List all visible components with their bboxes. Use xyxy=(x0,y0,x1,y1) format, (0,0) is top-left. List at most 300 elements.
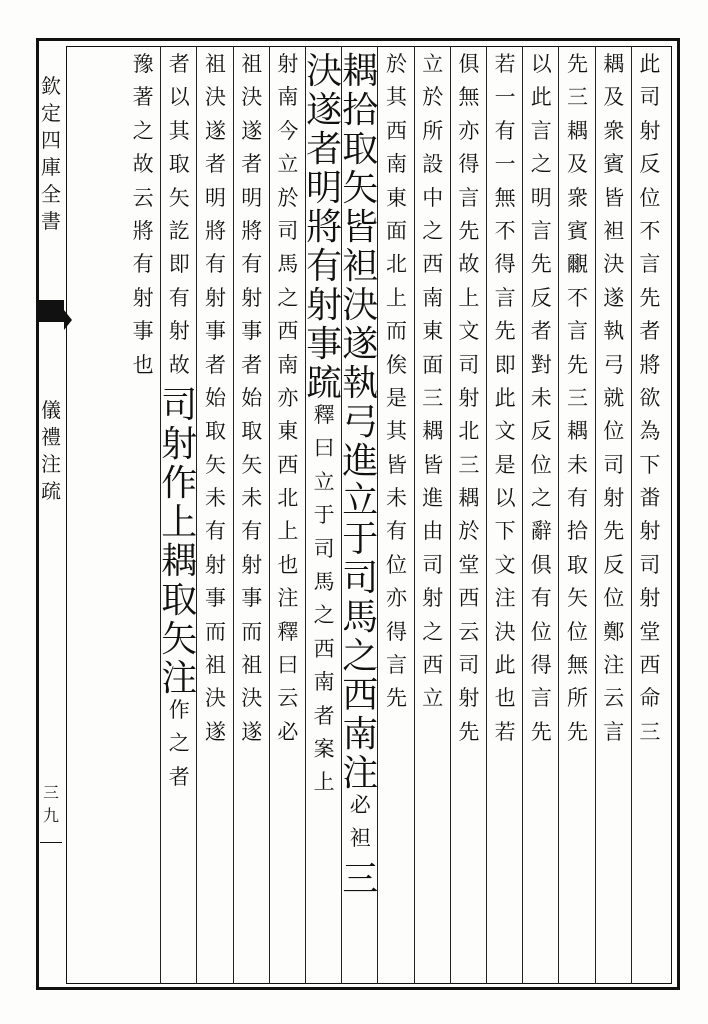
commentary-character: 位 xyxy=(639,185,661,210)
margin-character: 四 xyxy=(41,128,61,152)
commentary-character: 一 xyxy=(494,85,516,110)
commentary-character: 堂 xyxy=(639,619,661,644)
commentary-character: 司 xyxy=(277,218,299,243)
commentary-character: 畨 xyxy=(639,486,661,511)
margin-character: 儀 xyxy=(41,398,61,422)
commentary-character: 有 xyxy=(241,519,263,544)
commentary-character: 將 xyxy=(241,218,263,243)
text-column-7 xyxy=(415,54,451,722)
commentary-character: 上 xyxy=(313,770,335,795)
commentary-character: 者 xyxy=(204,352,226,377)
commentary-character: 南 xyxy=(422,285,444,310)
commentary-character: 取 xyxy=(241,419,263,444)
main-text-character: 南 xyxy=(342,714,379,755)
commentary-character: 執 xyxy=(603,319,625,344)
commentary-character: 之 xyxy=(168,731,190,756)
commentary-character: 皆 xyxy=(422,452,444,477)
commentary-character: 東 xyxy=(422,319,444,344)
commentary-character: 言 xyxy=(458,185,480,210)
commentary-character: 事 xyxy=(241,319,263,344)
main-text-character: 取 xyxy=(161,579,198,621)
commentary-character: 者 xyxy=(313,703,335,728)
commentary-character: 西 xyxy=(385,118,407,143)
commentary-character: 射 xyxy=(168,319,190,344)
commentary-character: 文 xyxy=(494,552,516,577)
main-text-character: 之 xyxy=(342,636,379,677)
commentary-character: 矢 xyxy=(241,452,263,477)
commentary-character: 反 xyxy=(530,285,552,310)
main-text-character: 弓 xyxy=(342,402,379,443)
commentary-character: 西 xyxy=(639,653,661,678)
commentary-character: 反 xyxy=(603,552,625,577)
main-text-character: 決 xyxy=(342,285,379,326)
commentary-character: 將 xyxy=(204,218,226,243)
commentary-character: 袒 xyxy=(349,826,371,851)
commentary-character: 立 xyxy=(313,469,335,494)
commentary-character: 耦 xyxy=(566,118,588,143)
main-text-character: 于 xyxy=(342,519,379,560)
commentary-character: 有 xyxy=(566,486,588,511)
commentary-character: 云 xyxy=(277,686,299,711)
commentary-character: 之 xyxy=(530,152,552,177)
commentary-character: 此 xyxy=(494,653,516,678)
commentary-character: 弓 xyxy=(603,352,625,377)
commentary-character: 有 xyxy=(168,285,190,310)
commentary-character: 曰 xyxy=(277,653,299,678)
commentary-character: 而 xyxy=(204,619,226,644)
commentary-character: 俟 xyxy=(385,352,407,377)
commentary-character: 及 xyxy=(566,152,588,177)
commentary-character: 有 xyxy=(132,252,154,277)
commentary-character: 南 xyxy=(313,670,335,695)
commentary-character: 即 xyxy=(494,352,516,377)
commentary-character: 北 xyxy=(277,486,299,511)
main-text-character: 將 xyxy=(306,207,343,248)
commentary-character: 及 xyxy=(603,85,625,110)
book-title xyxy=(38,76,64,238)
commentary-character: 有 xyxy=(204,519,226,544)
commentary-character: 亦 xyxy=(385,586,407,611)
commentary-character: 有 xyxy=(204,252,226,277)
commentary-character: 進 xyxy=(422,486,444,511)
commentary-character: 著 xyxy=(132,85,154,110)
commentary-character: 由 xyxy=(422,519,444,544)
commentary-character: 司 xyxy=(313,536,335,561)
commentary-character: 若 xyxy=(494,52,516,76)
commentary-character: 始 xyxy=(204,385,226,410)
commentary-character: 無 xyxy=(458,85,480,110)
text-column-6 xyxy=(451,54,487,755)
commentary-character: 即 xyxy=(168,252,190,277)
main-text-character: 執 xyxy=(342,363,379,404)
commentary-character: 其 xyxy=(168,118,190,143)
commentary-character: 三 xyxy=(422,385,444,410)
text-column-13 xyxy=(197,54,233,755)
commentary-character: 一 xyxy=(494,152,516,177)
commentary-character: 也 xyxy=(277,552,299,577)
commentary-character: 此 xyxy=(530,85,552,110)
commentary-character: 先 xyxy=(639,285,661,310)
commentary-character: 西 xyxy=(313,636,335,661)
main-text-character: 皆 xyxy=(342,207,379,248)
margin-character: 書 xyxy=(41,209,61,233)
commentary-character: 西 xyxy=(277,319,299,344)
commentary-character: 三 xyxy=(566,385,588,410)
page-number: 三九 xyxy=(42,783,59,825)
commentary-character: 耦 xyxy=(422,419,444,444)
commentary-character: 矢 xyxy=(204,452,226,477)
commentary-character: 射 xyxy=(458,385,480,410)
main-text-character: 耦 xyxy=(342,51,379,92)
commentary-character: 有 xyxy=(385,519,407,544)
commentary-character: 射 xyxy=(422,586,444,611)
commentary-character: 射 xyxy=(277,52,299,76)
commentary-character: 南 xyxy=(277,85,299,110)
commentary-character: 事 xyxy=(204,319,226,344)
commentary-character: 得 xyxy=(458,152,480,177)
commentary-character: 案 xyxy=(313,736,335,761)
commentary-character: 賓 xyxy=(566,218,588,243)
commentary-character: 先 xyxy=(385,686,407,711)
commentary-character: 以 xyxy=(494,486,516,511)
commentary-character: 三 xyxy=(566,85,588,110)
commentary-character: 為 xyxy=(639,419,661,444)
main-text-character: 矢 xyxy=(342,168,379,209)
commentary-character: 于 xyxy=(313,503,335,528)
commentary-character: 南 xyxy=(385,152,407,177)
commentary-character: 是 xyxy=(385,385,407,410)
commentary-character: 者 xyxy=(639,319,661,344)
commentary-character: 司 xyxy=(422,552,444,577)
commentary-character: 之 xyxy=(132,118,154,143)
commentary-character: 者 xyxy=(168,52,190,76)
text-column-14 xyxy=(161,54,197,800)
commentary-character: 先 xyxy=(566,52,588,76)
commentary-character: 未 xyxy=(204,486,226,511)
main-text-character: 袒 xyxy=(342,246,379,287)
main-text-character: 䟽 xyxy=(306,363,343,404)
page-number-rule xyxy=(40,842,62,843)
commentary-character: 位 xyxy=(603,586,625,611)
commentary-character: 遂 xyxy=(603,285,625,310)
commentary-character: 射 xyxy=(204,285,226,310)
commentary-character: 決 xyxy=(241,85,263,110)
commentary-character: 言 xyxy=(385,653,407,678)
commentary-character: 立 xyxy=(422,686,444,711)
commentary-character: 射 xyxy=(639,519,661,544)
commentary-character: 者 xyxy=(241,152,263,177)
commentary-character: 明 xyxy=(241,185,263,210)
main-text-character: 明 xyxy=(306,168,343,209)
commentary-character: 先 xyxy=(603,519,625,544)
text-column-4 xyxy=(523,54,559,755)
commentary-character: 先 xyxy=(494,319,516,344)
commentary-character: 有 xyxy=(530,586,552,611)
margin-character: 定 xyxy=(41,101,61,125)
commentary-character: 若 xyxy=(494,719,516,744)
commentary-character: 先 xyxy=(530,252,552,277)
commentary-character: 賓 xyxy=(603,152,625,177)
commentary-character: 上 xyxy=(458,285,480,310)
commentary-character: 注 xyxy=(277,586,299,611)
commentary-character: 云 xyxy=(603,686,625,711)
commentary-character: 明 xyxy=(204,185,226,210)
commentary-character: 今 xyxy=(277,118,299,143)
main-text-character: 射 xyxy=(306,285,343,326)
commentary-character: 立 xyxy=(422,52,444,76)
commentary-character: 注 xyxy=(603,653,625,678)
commentary-character: 言 xyxy=(530,118,552,143)
commentary-character: 未 xyxy=(566,452,588,477)
commentary-character: 其 xyxy=(385,85,407,110)
text-column-9 xyxy=(342,51,379,901)
commentary-character: 馬 xyxy=(313,569,335,594)
commentary-character: 故 xyxy=(132,152,154,177)
commentary-character: 有 xyxy=(494,118,516,143)
commentary-character: 文 xyxy=(458,319,480,344)
commentary-character: 釋 xyxy=(313,403,335,427)
commentary-character: 遂 xyxy=(204,719,226,744)
commentary-character: 耦 xyxy=(458,486,480,511)
commentary-character: 者 xyxy=(530,319,552,344)
text-column-5 xyxy=(487,54,523,755)
main-text-character: 遂 xyxy=(306,90,343,131)
main-text-character: 有 xyxy=(306,246,343,287)
commentary-character: 立 xyxy=(277,152,299,177)
text-column-2 xyxy=(596,54,632,755)
commentary-character: 其 xyxy=(385,419,407,444)
main-text-character: 司 xyxy=(161,384,198,426)
commentary-character: 反 xyxy=(530,419,552,444)
commentary-character: 者 xyxy=(168,764,190,789)
main-text-character: 射 xyxy=(161,423,198,465)
commentary-character: 司 xyxy=(458,653,480,678)
commentary-character: 先 xyxy=(566,352,588,377)
commentary-character: 欲 xyxy=(639,385,661,410)
margin-character: 欽 xyxy=(41,74,61,98)
commentary-character: 衆 xyxy=(566,185,588,210)
commentary-character: 射 xyxy=(132,285,154,310)
commentary-character: 射 xyxy=(639,118,661,143)
commentary-character: 之 xyxy=(277,285,299,310)
main-text-character: 立 xyxy=(342,480,379,521)
commentary-character: 三 xyxy=(458,452,480,477)
commentary-character: 射 xyxy=(639,586,661,611)
commentary-character: 祖 xyxy=(241,653,263,678)
commentary-character: 位 xyxy=(566,619,588,644)
commentary-character: 亦 xyxy=(277,385,299,410)
commentary-character: 俱 xyxy=(458,52,480,76)
commentary-character: 將 xyxy=(639,352,661,377)
commentary-character: 事 xyxy=(241,586,263,611)
main-text-character: 拾 xyxy=(342,90,379,131)
commentary-character: 射 xyxy=(241,285,263,310)
commentary-character: 先 xyxy=(458,719,480,744)
commentary-character: 言 xyxy=(530,686,552,711)
commentary-character: 辭 xyxy=(530,519,552,544)
commentary-character: 文 xyxy=(494,419,516,444)
commentary-character: 鄭 xyxy=(603,619,625,644)
commentary-character: 之 xyxy=(530,486,552,511)
main-text-character: 司 xyxy=(342,558,379,599)
main-text-character: 進 xyxy=(342,441,379,482)
commentary-character: 得 xyxy=(494,252,516,277)
commentary-character: 所 xyxy=(422,118,444,143)
commentary-character: 言 xyxy=(530,218,552,243)
commentary-character: 祖 xyxy=(204,653,226,678)
commentary-character: 皆 xyxy=(385,452,407,477)
commentary-character: 射 xyxy=(603,486,625,511)
commentary-character: 覼 xyxy=(566,252,588,277)
text-column-15 xyxy=(125,54,161,388)
commentary-character: 北 xyxy=(458,419,480,444)
main-text-character: 者 xyxy=(306,129,343,170)
commentary-character: 亦 xyxy=(458,118,480,143)
commentary-character: 取 xyxy=(204,419,226,444)
commentary-character: 未 xyxy=(530,385,552,410)
commentary-character: 無 xyxy=(494,185,516,210)
margin-character: 全 xyxy=(41,182,61,206)
commentary-character: 也 xyxy=(132,352,154,377)
commentary-character: 對 xyxy=(530,352,552,377)
main-text-character: 取 xyxy=(342,129,379,170)
commentary-character: 始 xyxy=(241,385,263,410)
commentary-character: 遂 xyxy=(241,719,263,744)
text-column-10 xyxy=(306,51,343,806)
commentary-character: 明 xyxy=(530,185,552,210)
commentary-character: 決 xyxy=(603,252,625,277)
commentary-character: 射 xyxy=(204,552,226,577)
commentary-character: 反 xyxy=(639,152,661,177)
text-column-3 xyxy=(559,54,595,755)
commentary-character: 南 xyxy=(277,352,299,377)
commentary-character: 是 xyxy=(494,452,516,477)
commentary-character: 遂 xyxy=(204,118,226,143)
text-column-12 xyxy=(234,54,270,755)
commentary-character: 不 xyxy=(566,285,588,310)
commentary-character: 將 xyxy=(132,218,154,243)
commentary-character: 之 xyxy=(422,218,444,243)
commentary-character: 於 xyxy=(422,85,444,110)
commentary-character: 未 xyxy=(241,486,263,511)
margin-character: 注 xyxy=(41,452,61,476)
commentary-character: 者 xyxy=(241,352,263,377)
commentary-character: 云 xyxy=(132,185,154,210)
main-text-character: 上 xyxy=(161,501,198,543)
commentary-character: 西 xyxy=(277,452,299,477)
commentary-character: 於 xyxy=(458,519,480,544)
section-title xyxy=(38,400,64,508)
commentary-character: 無 xyxy=(566,653,588,678)
commentary-character: 此 xyxy=(639,52,661,76)
commentary-character: 設 xyxy=(422,152,444,177)
commentary-character: 於 xyxy=(277,185,299,210)
commentary-character: 取 xyxy=(566,552,588,577)
main-text-character: 事 xyxy=(306,324,343,365)
main-text-character: 三 xyxy=(342,858,379,900)
commentary-character: 注 xyxy=(494,586,516,611)
commentary-character: 下 xyxy=(639,452,661,477)
commentary-character: 訖 xyxy=(168,218,190,243)
commentary-character: 決 xyxy=(204,686,226,711)
main-text-character: 矢 xyxy=(161,618,198,660)
commentary-character: 決 xyxy=(494,619,516,644)
main-text-character: 決 xyxy=(306,51,343,92)
commentary-character: 此 xyxy=(494,385,516,410)
commentary-character: 俱 xyxy=(530,552,552,577)
commentary-character: 拾 xyxy=(566,519,588,544)
commentary-character: 故 xyxy=(168,352,190,377)
commentary-character: 堂 xyxy=(458,552,480,577)
commentary-character: 作 xyxy=(168,697,190,722)
commentary-character: 三 xyxy=(639,719,661,744)
commentary-character: 事 xyxy=(132,319,154,344)
commentary-character: 必 xyxy=(349,793,371,817)
commentary-character: 馬 xyxy=(277,252,299,277)
commentary-character: 豫 xyxy=(132,52,154,76)
commentary-character: 祖 xyxy=(241,52,263,76)
main-text-character: 馬 xyxy=(342,597,379,638)
main-text-character: 注 xyxy=(342,753,379,794)
commentary-character: 北 xyxy=(385,252,407,277)
commentary-character: 決 xyxy=(204,85,226,110)
commentary-character: 者 xyxy=(204,152,226,177)
commentary-character: 中 xyxy=(422,185,444,210)
text-column-11 xyxy=(270,54,306,755)
commentary-character: 言 xyxy=(494,285,516,310)
commentary-character: 以 xyxy=(168,85,190,110)
commentary-character: 就 xyxy=(603,385,625,410)
text-column-8 xyxy=(378,54,414,722)
commentary-character: 命 xyxy=(639,686,661,711)
commentary-character: 以 xyxy=(530,52,552,76)
commentary-character: 皆 xyxy=(603,185,625,210)
commentary-character: 耦 xyxy=(603,52,625,76)
commentary-character: 曰 xyxy=(313,436,335,461)
commentary-character: 言 xyxy=(566,319,588,344)
commentary-character: 不 xyxy=(639,218,661,243)
commentary-character: 故 xyxy=(458,252,480,277)
commentary-character: 射 xyxy=(241,552,263,577)
commentary-character: 祖 xyxy=(204,52,226,76)
commentary-character: 東 xyxy=(277,419,299,444)
commentary-character: 先 xyxy=(458,218,480,243)
commentary-character: 有 xyxy=(241,252,263,277)
margin-character: 庫 xyxy=(41,155,61,179)
commentary-character: 也 xyxy=(494,686,516,711)
commentary-character: 位 xyxy=(603,419,625,444)
main-text-character: 耦 xyxy=(161,540,198,582)
commentary-character: 司 xyxy=(639,552,661,577)
commentary-character: 而 xyxy=(241,619,263,644)
commentary-character: 司 xyxy=(603,452,625,477)
text-column-1 xyxy=(632,54,668,755)
commentary-character: 得 xyxy=(385,619,407,644)
black-fishtail-mark xyxy=(38,300,64,322)
commentary-character: 位 xyxy=(530,619,552,644)
main-text-character: 西 xyxy=(342,675,379,716)
commentary-character: 耦 xyxy=(566,419,588,444)
commentary-character: 東 xyxy=(385,185,407,210)
margin-character: 禮 xyxy=(41,425,61,449)
commentary-character: 司 xyxy=(639,85,661,110)
commentary-character: 衆 xyxy=(603,118,625,143)
commentary-character: 西 xyxy=(458,586,480,611)
commentary-character: 之 xyxy=(313,603,335,628)
commentary-character: 先 xyxy=(566,719,588,744)
commentary-character: 遂 xyxy=(241,118,263,143)
margin-character: 疏 xyxy=(41,479,61,503)
